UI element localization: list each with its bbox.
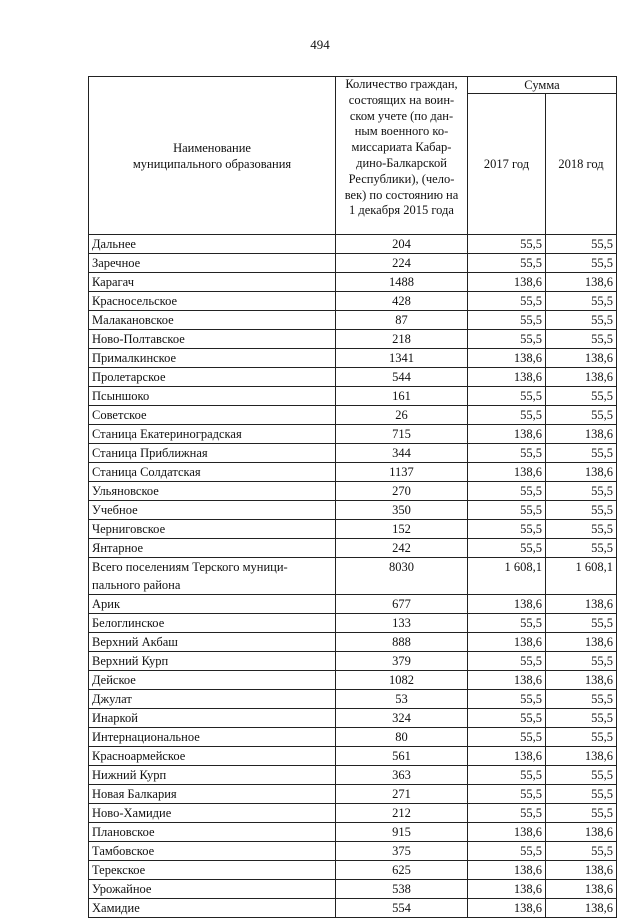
cell-count: 561 [336, 747, 468, 766]
municipal-allocation-table [88, 76, 617, 918]
cell-sum-2017: 55,5 [468, 709, 546, 728]
cell-count: 1082 [336, 671, 468, 690]
table-row [89, 842, 617, 861]
cell-sum-2017: 55,5 [468, 330, 546, 349]
table-row [89, 501, 617, 520]
column-header-2018: 2018 год [546, 94, 617, 235]
cell-count: 677 [336, 595, 468, 614]
cell-sum-2017: 138,6 [468, 425, 546, 444]
cell-sum-2017: 55,5 [468, 842, 546, 861]
cell-sum-2017: 138,6 [468, 633, 546, 652]
table-row [89, 387, 617, 406]
cell-name: Заречное [89, 254, 336, 273]
table-row [89, 861, 617, 880]
cell-sum-2018: 55,5 [546, 614, 617, 633]
cell-sum-2018: 138,6 [546, 899, 617, 918]
cell-sum-2018: 55,5 [546, 804, 617, 823]
cell-count: 375 [336, 842, 468, 861]
cell-count: 915 [336, 823, 468, 842]
cell-name: Станица Екатериноградская [89, 425, 336, 444]
table-row [89, 671, 617, 690]
table-header [89, 77, 617, 235]
table-row [89, 406, 617, 425]
cell-count: 428 [336, 292, 468, 311]
cell-name: Советское [89, 406, 336, 425]
table-row [89, 785, 617, 804]
cell-sum-2017: 55,5 [468, 311, 546, 330]
table-row [89, 823, 617, 842]
cell-sum-2017: 55,5 [468, 539, 546, 558]
cell-name: Ульяновское [89, 482, 336, 501]
cell-count: 715 [336, 425, 468, 444]
cell-sum-2018: 138,6 [546, 368, 617, 387]
cell-name: Хамидие [89, 899, 336, 918]
cell-sum-2017: 138,6 [468, 349, 546, 368]
cell-count: 271 [336, 785, 468, 804]
cell-count: 1341 [336, 349, 468, 368]
cell-sum-2018: 55,5 [546, 766, 617, 785]
cell-sum-2018: 55,5 [546, 652, 617, 671]
cell-name: Инаркой [89, 709, 336, 728]
cell-sum-2018: 138,6 [546, 273, 617, 292]
cell-sum-2018: 138,6 [546, 880, 617, 899]
cell-sum-2017: 55,5 [468, 254, 546, 273]
cell-count: 344 [336, 444, 468, 463]
cell-sum-2017: 138,6 [468, 823, 546, 842]
cell-name: Новая Балкария [89, 785, 336, 804]
cell-name: Верхний Курп [89, 652, 336, 671]
count-header-line: ным военного ко- [354, 124, 449, 139]
cell-sum-2017: 55,5 [468, 520, 546, 539]
cell-name: Урожайное [89, 880, 336, 899]
cell-sum-2018: 55,5 [546, 311, 617, 330]
table-row [89, 520, 617, 539]
count-header-line: ском учете (по дан- [349, 108, 454, 123]
table-row [89, 690, 617, 709]
cell-count: 218 [336, 330, 468, 349]
cell-name: Малакановское [89, 311, 336, 330]
cell-sum-2017: 138,6 [468, 273, 546, 292]
cell-sum-2017: 55,5 [468, 482, 546, 501]
cell-count: 1488 [336, 273, 468, 292]
cell-sum-2017: 55,5 [468, 501, 546, 520]
table-row [89, 463, 617, 482]
table-row [89, 254, 617, 273]
count-header-line: век) по состоянию на [344, 187, 459, 202]
cell-name: Янтарное [89, 539, 336, 558]
cell-sum-2018: 55,5 [546, 444, 617, 463]
cell-name: Белоглинское [89, 614, 336, 633]
table-row [89, 235, 617, 254]
table-row [89, 482, 617, 501]
cell-name: Прималкинское [89, 349, 336, 368]
cell-sum-2017: 138,6 [468, 861, 546, 880]
cell-count: 161 [336, 387, 468, 406]
cell-sum-2017: 138,6 [468, 747, 546, 766]
cell-name: Дальнее [89, 235, 336, 254]
cell-count: 212 [336, 804, 468, 823]
cell-sum-2017: 138,6 [468, 368, 546, 387]
cell-sum-2018: 138,6 [546, 747, 617, 766]
cell-name: Карагач [89, 273, 336, 292]
table-row [89, 368, 617, 387]
cell-sum-2018: 138,6 [546, 671, 617, 690]
cell-sum-2018: 138,6 [546, 823, 617, 842]
cell-name: Джулат [89, 690, 336, 709]
table-row [89, 728, 617, 747]
table-row [89, 273, 617, 292]
table-row-total [89, 558, 617, 595]
table-row [89, 444, 617, 463]
cell-name: Псыншоко [89, 387, 336, 406]
table-row [89, 425, 617, 444]
table-row [89, 311, 617, 330]
cell-name: Верхний Акбаш [89, 633, 336, 652]
cell-name: Дейское [89, 671, 336, 690]
cell-count: 350 [336, 501, 468, 520]
cell-sum-2018: 55,5 [546, 539, 617, 558]
cell-sum-2018: 55,5 [546, 482, 617, 501]
count-header-line: Республики), (чело- [348, 171, 455, 186]
cell-name: Арик [89, 595, 336, 614]
cell-sum-2018: 55,5 [546, 728, 617, 747]
table-row [89, 804, 617, 823]
count-header-line: миссариата Кабар- [351, 140, 452, 155]
cell-sum-2017: 55,5 [468, 652, 546, 671]
cell-count: 224 [336, 254, 468, 273]
cell-count: 152 [336, 520, 468, 539]
column-header-name [89, 77, 336, 235]
table-row [89, 614, 617, 633]
cell-sum-2017: 138,6 [468, 463, 546, 482]
table-row [89, 633, 617, 652]
cell-sum-2017: 55,5 [468, 766, 546, 785]
cell-count: 26 [336, 406, 468, 425]
page-number: 494 [310, 37, 330, 52]
cell-sum-2017: 55,5 [468, 444, 546, 463]
count-header-line: состоящих на воин- [348, 92, 455, 107]
cell-sum-2018: 55,5 [546, 235, 617, 254]
cell-name: Станица Солдатская [89, 463, 336, 482]
cell-sum-2017: 55,5 [468, 387, 546, 406]
cell-sum-2018: 55,5 [546, 254, 617, 273]
table-row [89, 766, 617, 785]
cell-sum-2017: 55,5 [468, 690, 546, 709]
cell-name: Станица Приближная [89, 444, 336, 463]
table-row [89, 652, 617, 671]
cell-sum-2017: 55,5 [468, 804, 546, 823]
count-header-line: дино-Балкарской [356, 155, 447, 170]
cell-count: 204 [336, 235, 468, 254]
cell-count: 544 [336, 368, 468, 387]
cell-sum-2018: 138,6 [546, 861, 617, 880]
cell-count: 80 [336, 728, 468, 747]
table-body [89, 235, 617, 918]
cell-count: 53 [336, 690, 468, 709]
cell-sum-2018: 138,6 [546, 595, 617, 614]
cell-name: Красносельское [89, 292, 336, 311]
column-header-name-line1: Наименование [173, 140, 251, 155]
table-row [89, 747, 617, 766]
cell-count: 625 [336, 861, 468, 880]
count-header-line: Количество граждан, [345, 77, 458, 91]
column-header-count [336, 77, 468, 235]
cell-name: Ново-Полтавское [89, 330, 336, 349]
cell-sum-2018: 138,6 [546, 425, 617, 444]
table-row [89, 330, 617, 349]
cell-sum-2018: 55,5 [546, 785, 617, 804]
cell-count: 324 [336, 709, 468, 728]
table-row [89, 539, 617, 558]
column-header-name-line2: муниципального образования [132, 156, 292, 171]
cell-sum-2018: 138,6 [546, 349, 617, 368]
table-row [89, 595, 617, 614]
cell-sum-2018: 55,5 [546, 520, 617, 539]
cell-name: Терекское [89, 861, 336, 880]
cell-count: 133 [336, 614, 468, 633]
cell-name: Учебное [89, 501, 336, 520]
cell-sum-2018: 55,5 [546, 709, 617, 728]
cell-sum-2017: 55,5 [468, 406, 546, 425]
cell-name: Пролетарское [89, 368, 336, 387]
cell-count: 379 [336, 652, 468, 671]
cell-sum-2017: 55,5 [468, 614, 546, 633]
cell-sum-2018: 55,5 [546, 501, 617, 520]
cell-sum-2017: 55,5 [468, 292, 546, 311]
table-row [89, 880, 617, 899]
table-row [89, 349, 617, 368]
cell-count: 554 [336, 899, 468, 918]
cell-sum-2018: 55,5 [546, 330, 617, 349]
column-header-2017: 2017 год [468, 94, 546, 235]
cell-count: 87 [336, 311, 468, 330]
cell-count: 888 [336, 633, 468, 652]
cell-sum-2017: 55,5 [468, 785, 546, 804]
cell-name: Нижний Курп [89, 766, 336, 785]
cell-sum-2018: 55,5 [546, 387, 617, 406]
cell-sum-2017: 138,6 [468, 899, 546, 918]
cell-count: 1137 [336, 463, 468, 482]
cell-sum-2017: 1 608,1 [468, 558, 546, 595]
cell-sum-2018: 1 608,1 [546, 558, 617, 595]
cell-sum-2018: 138,6 [546, 633, 617, 652]
cell-count: 242 [336, 539, 468, 558]
cell-name: Черниговское [89, 520, 336, 539]
cell-sum-2018: 55,5 [546, 406, 617, 425]
table-row [89, 899, 617, 918]
cell-sum-2018: 138,6 [546, 463, 617, 482]
table-row [89, 292, 617, 311]
count-header-line: 1 декабря 2015 года [349, 203, 454, 218]
cell-sum-2018: 55,5 [546, 292, 617, 311]
cell-sum-2017: 138,6 [468, 880, 546, 899]
cell-sum-2017: 55,5 [468, 235, 546, 254]
column-header-sum: Сумма [468, 77, 617, 94]
cell-name: Тамбовское [89, 842, 336, 861]
cell-count: 8030 [336, 558, 468, 595]
cell-name: Ново-Хамидие [89, 804, 336, 823]
cell-sum-2018: 55,5 [546, 690, 617, 709]
cell-sum-2017: 138,6 [468, 671, 546, 690]
cell-sum-2018: 55,5 [546, 842, 617, 861]
cell-sum-2017: 55,5 [468, 728, 546, 747]
cell-name: Интернациональное [89, 728, 336, 747]
cell-count: 538 [336, 880, 468, 899]
cell-name: Красноармейское [89, 747, 336, 766]
table-row [89, 709, 617, 728]
cell-count: 363 [336, 766, 468, 785]
cell-sum-2017: 138,6 [468, 595, 546, 614]
cell-count: 270 [336, 482, 468, 501]
cell-name: Плановское [89, 823, 336, 842]
cell-name: Всего поселениям Терского муници-пального района [89, 558, 336, 595]
